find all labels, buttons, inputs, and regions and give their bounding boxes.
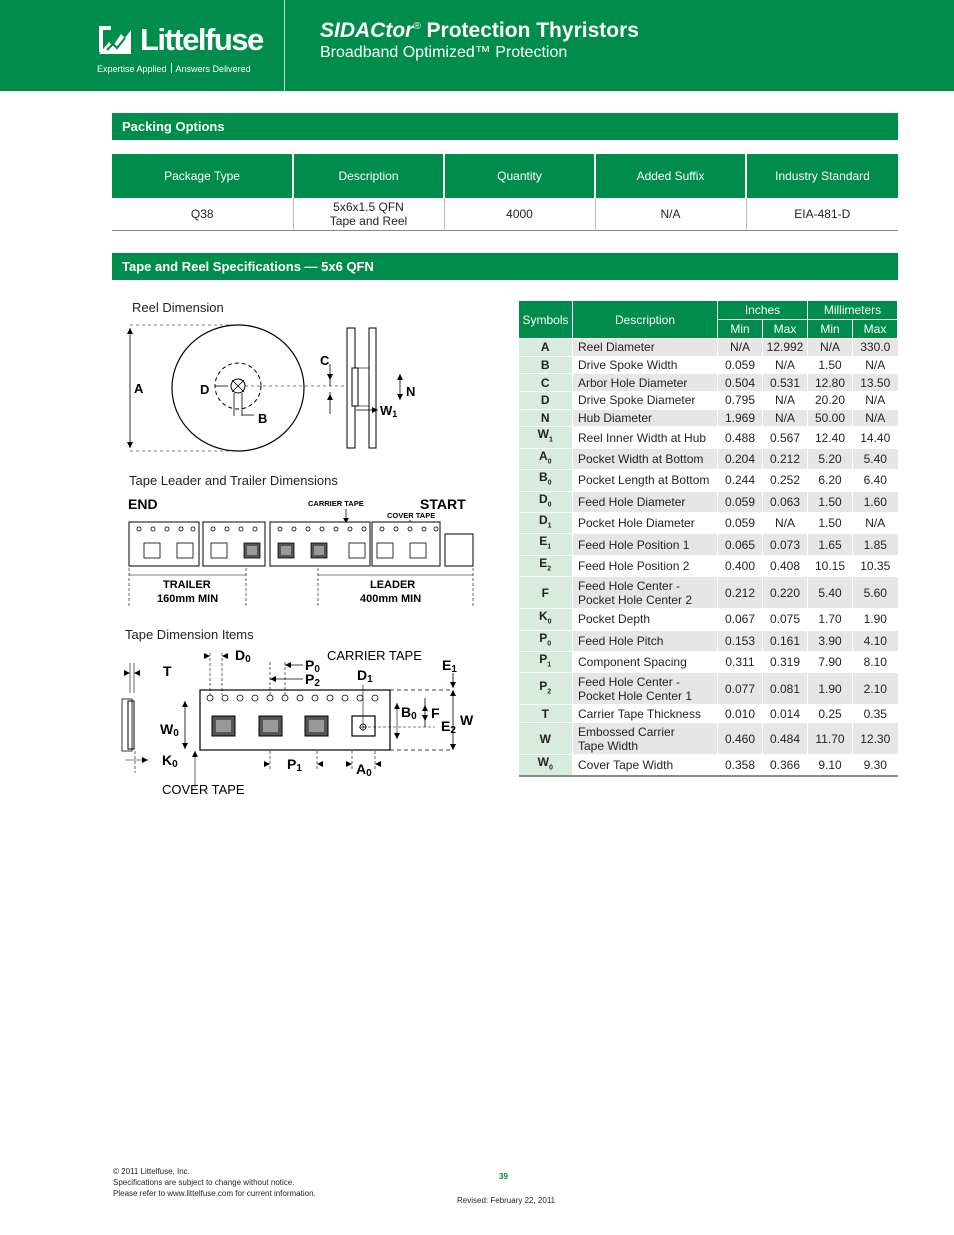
description-cell: Reel Diameter (573, 339, 718, 357)
value-cell: 13.50 (853, 374, 898, 392)
column-header: Industry Standard (746, 154, 898, 198)
description-cell: Reel Inner Width at Hub (573, 427, 718, 448)
table-header-row (112, 154, 898, 198)
label-cover-tape: COVER TAPE (387, 511, 436, 520)
label-d1: D1 (357, 667, 373, 685)
value-cell: 3.90 (808, 630, 853, 651)
value-cell: N/A (808, 339, 853, 357)
reel-label-b: B (258, 411, 268, 426)
table-row (519, 470, 898, 491)
table-row (519, 555, 898, 576)
value-cell: 1.90 (853, 609, 898, 630)
label-e2: E2 (441, 718, 456, 736)
value-cell: 0.220 (763, 577, 808, 609)
table-row (519, 356, 898, 374)
label-carrier-tape: CARRIER TAPE (308, 499, 364, 508)
symbol-cell: $W_0$ (519, 755, 573, 777)
value-cell: N/A (763, 356, 808, 374)
value-cell: 1.50 (808, 513, 853, 534)
description-cell: Embossed Carrier Tape Width (573, 723, 718, 755)
footer-website-notice: Please refer to www.littelfuse.com for current information. (113, 1189, 316, 1198)
value-cell: 0.311 (718, 651, 763, 672)
column-header-min: Min (718, 320, 763, 339)
reel-label-a: A (134, 381, 144, 396)
value-cell: 0.212 (718, 577, 763, 609)
value-cell: 11.70 (808, 723, 853, 755)
description-cell: Hub Diameter (573, 409, 718, 427)
desc-line: Tape and Reel (329, 213, 408, 228)
label-f: F (431, 705, 440, 721)
value-cell: 0.460 (718, 723, 763, 755)
symbol-cell: $D_0$ (519, 491, 573, 512)
value-cell: 0.358 (718, 755, 763, 777)
footer-notice (113, 1166, 316, 1199)
value-cell: N/A (853, 409, 898, 427)
description-cell: Carrier Tape Thickness (573, 705, 718, 723)
packing-options-table (112, 154, 898, 231)
label-leader: LEADER (370, 579, 416, 591)
value-cell: 0.484 (763, 723, 808, 755)
value-cell: 0.081 (763, 673, 808, 705)
label-p1: P1 (287, 756, 302, 774)
value-cell: 0.531 (763, 374, 808, 392)
value-cell: 1.969 (718, 409, 763, 427)
brand-tagline (97, 63, 251, 74)
symbol-cell: W (519, 723, 573, 755)
description-cell: Arbor Hole Diameter (573, 374, 718, 392)
value-cell: 0.073 (763, 534, 808, 555)
value-cell: 0.252 (763, 470, 808, 491)
column-header-millimeters: Millimeters (808, 301, 898, 320)
value-cell: 1.60 (853, 491, 898, 512)
value-cell: 12.992 (763, 339, 808, 357)
value-cell: 0.567 (763, 427, 808, 448)
description-cell: Pocket Depth (573, 609, 718, 630)
value-cell: 0.400 (718, 555, 763, 576)
value-cell: N/A (718, 339, 763, 357)
table-row (519, 491, 898, 512)
value-cell: 0.204 (718, 448, 763, 469)
reel-label-d: D (200, 382, 210, 397)
value-cell: 6.40 (853, 470, 898, 491)
value-cell: 7.90 (808, 651, 853, 672)
symbol-cell: N (519, 409, 573, 427)
value-cell: 4.10 (853, 630, 898, 651)
value-cell: 0.212 (763, 448, 808, 469)
symbol-cell: B (519, 356, 573, 374)
label-carrier-tape-2: CARRIER TAPE (327, 648, 422, 663)
description-cell: Pocket Length at Bottom (573, 470, 718, 491)
table-row (519, 427, 898, 448)
label-trailer-length: 160mm MIN (157, 593, 219, 605)
value-cell: 0.319 (763, 651, 808, 672)
value-cell: 6.20 (808, 470, 853, 491)
symbol-cell: D (519, 392, 573, 410)
value-cell: 20.20 (808, 392, 853, 410)
table-row (519, 374, 898, 392)
tape-dimension-diagram (115, 643, 485, 803)
table-cell: N/A (595, 198, 746, 230)
title-reg-mark: ® (413, 21, 421, 32)
tape-items-caption: Tape Dimension Items (125, 627, 254, 642)
spec-table-body (519, 339, 898, 777)
value-cell: 1.70 (808, 609, 853, 630)
label-k0: K0 (162, 752, 178, 770)
table-cell: Q38 (112, 198, 293, 230)
description-cell: Cover Tape Width (573, 755, 718, 777)
column-header-max: Max (853, 320, 898, 339)
value-cell: 1.85 (853, 534, 898, 555)
value-cell: N/A (853, 356, 898, 374)
value-cell: 0.067 (718, 609, 763, 630)
value-cell: 12.80 (808, 374, 853, 392)
column-header: Quantity (444, 154, 595, 198)
label-w: W (460, 712, 474, 728)
value-cell: 0.25 (808, 705, 853, 723)
label-cover-tape-2: COVER TAPE (162, 782, 245, 797)
description-cell: Pocket Width at Bottom (573, 448, 718, 469)
symbol-cell: $P_2$ (519, 673, 573, 705)
label-start: START (420, 496, 466, 512)
packing-options-heading: Packing Options (112, 113, 898, 140)
description-cell: Feed Hole Pitch (573, 630, 718, 651)
description-cell: Feed Hole Diameter (573, 491, 718, 512)
description-cell: Drive Spoke Diameter (573, 392, 718, 410)
page-subtitle: Broadband Optimized™ Protection (320, 44, 568, 61)
symbol-cell: $B_0$ (519, 470, 573, 491)
symbol-cell: $P_1$ (519, 651, 573, 672)
reel-label-w1: W1 (380, 403, 398, 419)
tagline-left: Expertise Applied (97, 64, 167, 74)
description-cell: Component Spacing (573, 651, 718, 672)
label-p2: P2 (305, 671, 320, 689)
value-cell: 8.10 (853, 651, 898, 672)
reel-dimension-diagram (120, 318, 430, 458)
column-header-min: Min (808, 320, 853, 339)
desc-line: 5x6x1.5 QFN (333, 199, 404, 214)
value-cell: 5.40 (808, 577, 853, 609)
leader-trailer-caption: Tape Leader and Trailer Dimensions (129, 473, 338, 488)
page-title (320, 19, 639, 43)
reel-dimension-caption: Reel Dimension (132, 300, 224, 315)
table-row (519, 534, 898, 555)
description-cell: Pocket Hole Diameter (573, 513, 718, 534)
symbol-cell: $P_0$ (519, 630, 573, 651)
description-cell: Feed Hole Position 2 (573, 555, 718, 576)
table-cell: 4000 (444, 198, 595, 230)
value-cell: 1.50 (808, 356, 853, 374)
table-header-row (519, 301, 898, 320)
value-cell: 0.35 (853, 705, 898, 723)
column-header: Added Suffix (595, 154, 746, 198)
value-cell: 0.059 (718, 491, 763, 512)
table-row (519, 651, 898, 672)
value-cell: 0.161 (763, 630, 808, 651)
value-cell: 14.40 (853, 427, 898, 448)
value-cell: 0.153 (718, 630, 763, 651)
symbol-cell: F (519, 577, 573, 609)
page-header (0, 0, 954, 91)
value-cell: 5.40 (853, 448, 898, 469)
table-row (112, 198, 898, 230)
footer-copyright: © 2011 Littelfuse, Inc. (113, 1167, 190, 1176)
value-cell: N/A (853, 513, 898, 534)
table-row (519, 392, 898, 410)
symbol-cell: $K_0$ (519, 609, 573, 630)
value-cell: 5.60 (853, 577, 898, 609)
value-cell: 0.075 (763, 609, 808, 630)
title-product: SIDACtor (320, 19, 414, 42)
label-t: T (163, 663, 172, 679)
description-cell: Feed Hole Position 1 (573, 534, 718, 555)
value-cell: N/A (763, 513, 808, 534)
value-cell: 50.00 (808, 409, 853, 427)
symbol-cell: T (519, 705, 573, 723)
value-cell: 0.059 (718, 513, 763, 534)
value-cell: 0.014 (763, 705, 808, 723)
label-end: END (128, 496, 158, 512)
value-cell: N/A (763, 409, 808, 427)
value-cell: 330.0 (853, 339, 898, 357)
label-leader-length: 400mm MIN (360, 593, 422, 605)
footer-spec-notice: Specifications are subject to change without notice. (113, 1178, 295, 1187)
column-header-inches: Inches (718, 301, 808, 320)
table-row (519, 577, 898, 609)
symbol-cell: $W_1$ (519, 427, 573, 448)
value-cell: 0.059 (718, 356, 763, 374)
column-header: Description (293, 154, 444, 198)
symbol-cell: C (519, 374, 573, 392)
page-number: 39 (499, 1172, 508, 1181)
value-cell: N/A (763, 392, 808, 410)
column-header-description: Description (573, 301, 718, 339)
value-cell: 1.65 (808, 534, 853, 555)
reel-label-n: N (406, 384, 416, 399)
label-a0: A0 (356, 761, 372, 779)
value-cell: 0.366 (763, 755, 808, 777)
description-cell: Drive Spoke Width (573, 356, 718, 374)
tape-reel-heading: Tape and Reel Specifications — 5x6 QFN (112, 253, 898, 280)
symbol-cell: $D_1$ (519, 513, 573, 534)
table-row (519, 705, 898, 723)
value-cell: 0.077 (718, 673, 763, 705)
label-e1: E1 (442, 657, 457, 675)
value-cell: 0.488 (718, 427, 763, 448)
value-cell: 10.15 (808, 555, 853, 576)
symbol-cell: A (519, 339, 573, 357)
value-cell: 1.90 (808, 673, 853, 705)
tape-reel-spec-table (518, 300, 898, 777)
table-row (519, 409, 898, 427)
table-cell (293, 198, 444, 230)
symbol-cell: $E_1$ (519, 534, 573, 555)
brand-name: Littelfuse (140, 22, 263, 57)
value-cell: N/A (853, 392, 898, 410)
label-d0: D0 (235, 647, 251, 665)
value-cell: 0.244 (718, 470, 763, 491)
value-cell: 0.408 (763, 555, 808, 576)
value-cell: 0.010 (718, 705, 763, 723)
value-cell: 0.065 (718, 534, 763, 555)
description-cell: Feed Hole Center - Pocket Hole Center 1 (573, 673, 718, 705)
value-cell: 0.504 (718, 374, 763, 392)
description-cell: Feed Hole Center - Pocket Hole Center 2 (573, 577, 718, 609)
value-cell: 0.063 (763, 491, 808, 512)
value-cell: 12.40 (808, 427, 853, 448)
table-row (519, 448, 898, 469)
header-divider (284, 0, 285, 91)
label-b0: B0 (401, 704, 417, 722)
column-header-max: Max (763, 320, 808, 339)
value-cell: 12.30 (853, 723, 898, 755)
table-cell: EIA-481-D (746, 198, 898, 230)
table-row (519, 339, 898, 357)
symbol-cell: $E_2$ (519, 555, 573, 576)
title-rest: Protection Thyristors (420, 19, 639, 42)
label-trailer: TRAILER (163, 579, 211, 591)
value-cell: 9.30 (853, 755, 898, 777)
value-cell: 2.10 (853, 673, 898, 705)
label-w0: W0 (160, 721, 179, 739)
littelfuse-logo-icon (97, 24, 133, 58)
value-cell: 5.20 (808, 448, 853, 469)
table-row (519, 630, 898, 651)
column-header: Package Type (112, 154, 293, 198)
value-cell: 0.795 (718, 392, 763, 410)
leader-trailer-diagram (125, 492, 480, 610)
symbol-cell: $A_0$ (519, 448, 573, 469)
revision-date: Revised: February 22, 2011 (457, 1196, 556, 1205)
value-cell: 1.50 (808, 491, 853, 512)
value-cell: 9.10 (808, 755, 853, 777)
tagline-right: Answers Delivered (175, 64, 251, 74)
value-cell: 10.35 (853, 555, 898, 576)
label-p0: P0 (305, 657, 320, 675)
table-row (519, 673, 898, 705)
table-row (519, 755, 898, 777)
table-row (519, 609, 898, 630)
table-row (519, 723, 898, 755)
column-header-symbols: Symbols (519, 301, 573, 339)
table-row (519, 513, 898, 534)
reel-label-c: C (320, 353, 330, 368)
